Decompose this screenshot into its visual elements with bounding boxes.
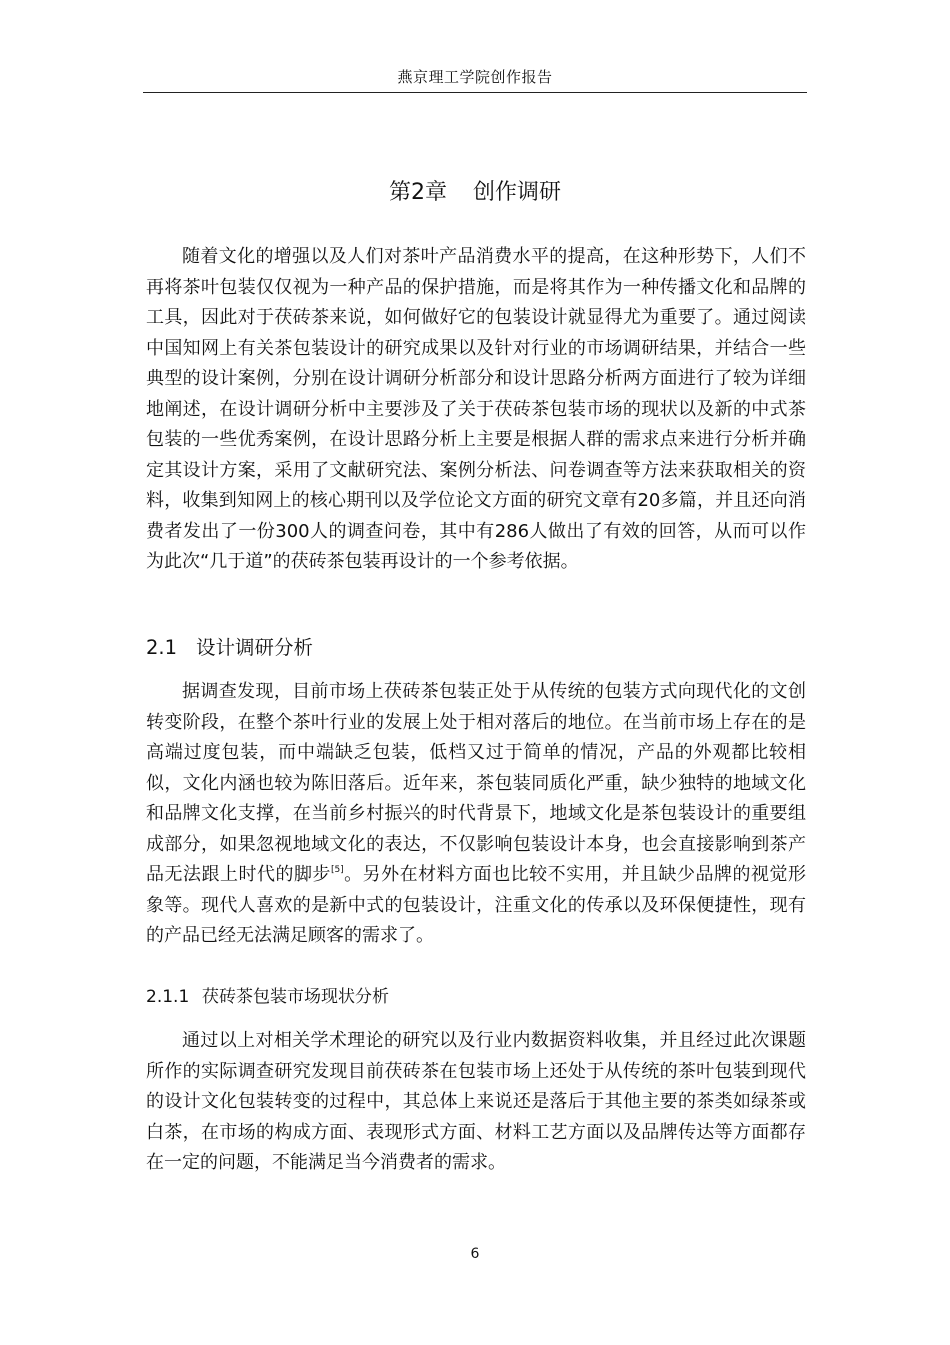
section-heading (146, 633, 313, 663)
header-divider (143, 92, 807, 93)
chapter-number: 第2章 (388, 180, 447, 205)
reference-mark: [5] (330, 865, 344, 875)
running-header: 燕京理工学院创作报告 (397, 68, 553, 86)
section-number: 2.1 (146, 636, 178, 659)
intro-paragraph: 随着文化的增强以及人们对茶叶产品消费水平的提高，在这种形势下，人们不再将茶叶包装仅仅视为一种产品的保护措施，而是将其作为一种传播文化和品牌的工具，因此对于茯砖茶来说，如何做好它的包装设计就显得尤为重要了。通过阅读中国知网上有关茶包装设计的研究成果以及针对行业的市场调研结果，并结合一些典型的设计案例，分别在设计调研分析部分和设计思路分析两方面进行了较为详细地阐述，在设计调研分析中主要涉及了关于茯砖茶包装市场的现状以及新的中式茶包装的一些优秀案例，在设计思路分析上主要是根据人群的需求点来进行分析并确定其设计方案，采用了文献研究法、案例分析法、问卷调查等方法来获取相关的资料，收集到知网上的核心期刊以及学位论文方面的研究文章有20多篇，并且还向消费者发出了一份300人的调查问卷，其中有286人做出了有效的回答，从而可以作为此次“几于道”的茯砖茶包装再设计的一个参考依据。 (146, 246, 806, 572)
chapter-name: 创作调研 (472, 180, 561, 205)
subsection-number: 2.1.1 (146, 987, 190, 1007)
section-paragraph (146, 677, 806, 952)
subsection-heading (146, 983, 389, 1011)
page-number: 6 (470, 1246, 480, 1262)
section-title: 设计调研分析 (196, 636, 314, 659)
subsection-paragraph: 通过以上对相关学术理论的研究以及行业内数据资料收集，并且经过此次课题所作的实际调查研究发现目前茯砖茶在包装市场上还处于从传统的茶叶包装到现代的设计文化包装转变的过程中，其总体上来说还是落后于其他主要的茶类如绿茶或白茶，在市场的构成方面、表现形式方面、材料工艺方面以及品牌传达等方面都存在一定的问题，不能满足当今消费者的需求。 (146, 1030, 806, 1173)
paragraph-text-continued: 。另外在材料方面也比较不实用，并且缺少品牌的视觉形象等。现代人喜欢的是新中式的包装设计，注重文化的传承以及环保便捷性，现有的产品已经无法满足顾客的需求了。 (146, 864, 807, 946)
subsection-title: 茯砖茶包装市场现状分析 (202, 987, 389, 1007)
chapter-title (143, 177, 807, 209)
paragraph-text: 据调查发现，目前市场上茯砖茶包装正处于从传统的包装方式向现代化的文创转变阶段，在整个茶叶行业的发展上处于相对落后的地位。在当前市场上存在的是高端过度包装，而中端缺乏包装，低档又过于简单的情况，产品的外观都比较相似，文化内涵也较为陈旧落后。近年来，茶包装同质化严重，缺少独特的地域文化和品牌文化支撑，在当前乡村振兴的时代背景下，地域文化是茶包装设计的重要组成部分，如果忽视地域文化的表达，不仅影响包装设计本身，也会直接影响到茶产品无法跟上时代的脚步 (146, 681, 806, 885)
